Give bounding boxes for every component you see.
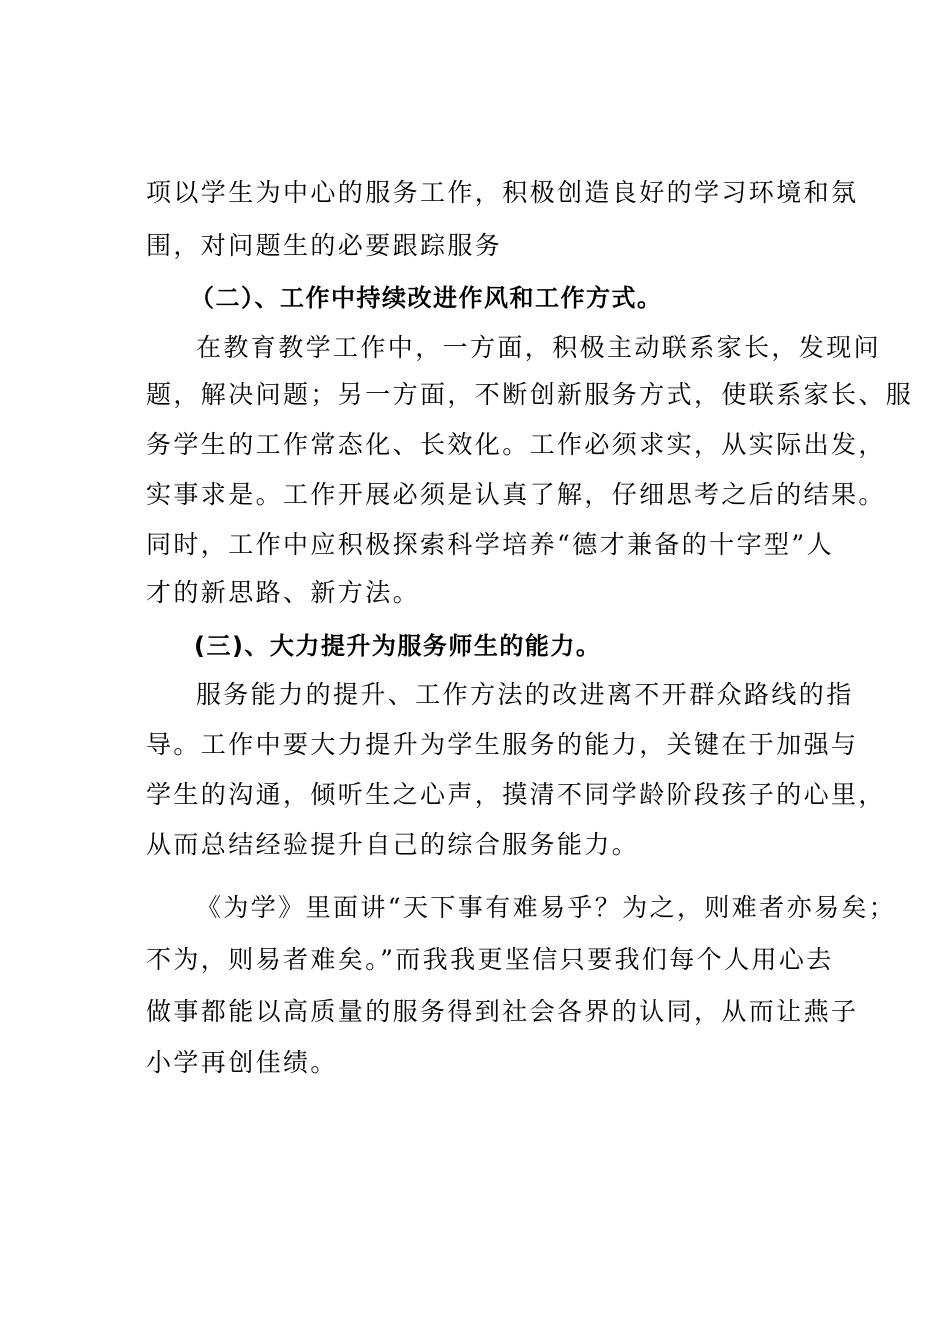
paragraph-line: 小学再创佳绩。 [146,1048,338,1077]
paragraph-line: 同时，工作中应积极探索科学培养“德才兼备的十字型”人 [146,530,834,559]
paragraph-line: 服务能力的提升、工作方法的改进离不开群众路线的指 [196,680,854,709]
section-heading-2: （二）、工作中持续改进作风和工作方式。 [190,284,663,312]
paragraph-line: 从而总结经验提升自己的综合服务能力。 [146,830,640,859]
paragraph-line: 《为学》里面讲“天下事有难易乎？为之，则难者亦易矣； [196,893,897,922]
paragraph-line: 做事都能以高质量的服务得到社会各界的认同，从而让燕子 [146,997,859,1026]
paragraph-line: 务学生的工作常态化、长效化。工作必须求实，从实际出发， [146,430,886,459]
paragraph-line: 才的新思路、新方法。 [146,578,421,607]
paragraph-line: 围，对问题生的必要跟踪服务 [146,231,503,260]
paragraph-line: 实事求是。工作开展必须是认真了解，仔细思考之后的结果。 [146,480,886,509]
section-heading-3: (三)、大力提升为服务师生的能力。 [194,632,602,660]
paragraph-line: 导。工作中要大力提升为学生服务的能力，关键在于加强与 [146,730,859,759]
paragraph-line: 学生的沟通，倾听生之心声，摸清不同学龄阶段孩子的心里， [146,780,886,809]
paragraph-line: 在教育教学工作中，一方面，积极主动联系家长，发现问 [196,333,882,362]
paragraph-line: 不为，则易者难矣。”而我我更坚信只要我们每个人用心去 [146,945,834,974]
paragraph-line: 项以学生为中心的服务工作，积极创造良好的学习环境和氛 [146,178,859,207]
paragraph-line: 题，解决问题；另一方面，不断创新服务方式，使联系家长、服 [146,380,914,409]
